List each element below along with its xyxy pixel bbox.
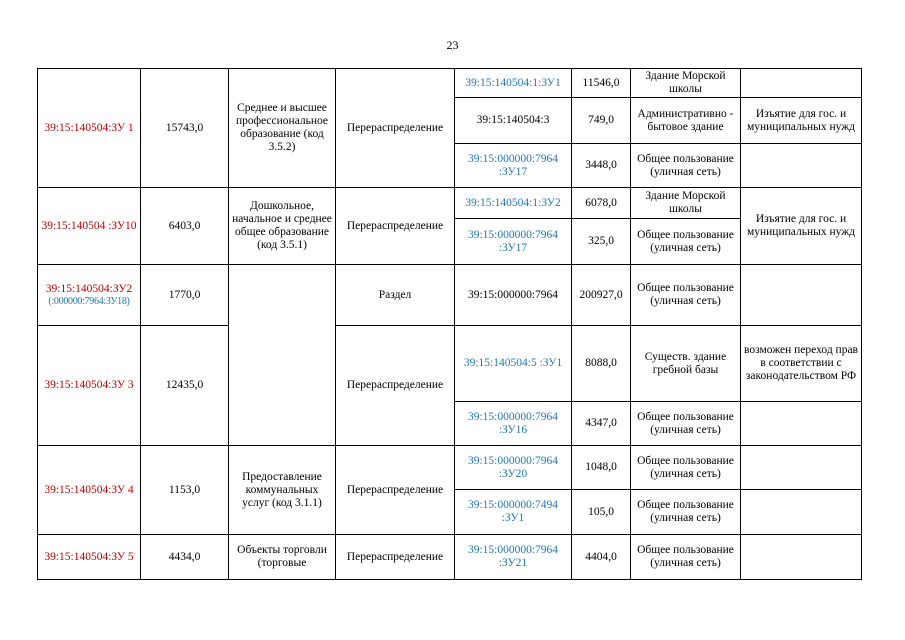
source-cadastral-number: 39:15:140504:5 :ЗУ1 [455, 326, 572, 402]
note-empty [741, 265, 862, 326]
note-empty [741, 69, 862, 98]
source-description: Общее пользование (уличная сеть) [631, 402, 741, 446]
source-area: 200927,0 [572, 265, 631, 326]
source-area: 6078,0 [572, 188, 631, 219]
source-cadastral-number: 39:15:140504:1:ЗУ1 [455, 69, 572, 98]
permitted-use [229, 265, 336, 446]
formation-method: Перераспределение [336, 188, 455, 265]
plot-id: 39:15:140504:ЗУ 5 [38, 535, 141, 580]
source-cadastral-number: 39:15:000000:7494 :ЗУ1 [455, 490, 572, 535]
note-empty [741, 144, 862, 188]
page-number: 23 [446, 38, 459, 52]
source-cadastral-number: 39:15:000000:7964 :ЗУ17 [455, 144, 572, 188]
note-empty [741, 535, 862, 580]
note-empty [741, 446, 862, 490]
plot-id-extra: (:000000:7964:ЗУ18) [48, 295, 130, 307]
plot-area: 15743,0 [141, 69, 229, 188]
formation-method: Раздел [336, 265, 455, 326]
source-cadastral-number: 39:15:000000:7964 :ЗУ20 [455, 446, 572, 490]
source-description: Здание Морской школы [631, 188, 741, 219]
plot-area: 1153,0 [141, 446, 229, 535]
table-row [38, 188, 862, 219]
source-area: 8088,0 [572, 326, 631, 402]
source-cadastral-number: 39:15:000000:7964 [455, 265, 572, 326]
source-description: Здание Морской школы [631, 69, 741, 98]
source-area: 3448,0 [572, 144, 631, 188]
source-description: Общее пользование (уличная сеть) [631, 219, 741, 265]
plot-id: 39:15:140504:ЗУ 1 [38, 69, 141, 188]
note-empty [741, 490, 862, 535]
note: Изъятие для гос. и муниципальных нужд [741, 98, 862, 144]
permitted-use: Предоставление коммунальных услуг (код 3.1.1) [229, 446, 336, 535]
source-area: 1048,0 [572, 446, 631, 490]
plot-id: 39:15:140504:ЗУ 3 [38, 326, 141, 446]
formation-method: Перераспределение [336, 326, 455, 446]
plot-area: 1770,0 [141, 265, 229, 326]
plot-id: 39:15:140504 :ЗУ10 [38, 188, 141, 265]
permitted-use: Среднее и высшее профессиональное образование (код 3.5.2) [229, 69, 336, 188]
plot-id-main: 39:15:140504:ЗУ2 [45, 282, 133, 295]
table-row [38, 326, 862, 402]
source-description: Общее пользование (уличная сеть) [631, 144, 741, 188]
plot-id: 39:15:140504:ЗУ 4 [38, 446, 141, 535]
source-area: 749,0 [572, 98, 631, 144]
formation-method: Перераспределение [336, 69, 455, 188]
source-area: 4347,0 [572, 402, 631, 446]
permitted-use: Объекты торговли (торговые [229, 535, 336, 580]
source-area: 325,0 [572, 219, 631, 265]
formation-method: Перераспределение [336, 446, 455, 535]
source-cadastral-number: 39:15:000000:7964 :ЗУ21 [455, 535, 572, 580]
source-description: Общее пользование (уличная сеть) [631, 265, 741, 326]
table-row [38, 535, 862, 580]
source-cadastral-number: 39:15:140504:3 [455, 98, 572, 144]
plot-id [38, 265, 141, 326]
source-area: 11546,0 [572, 69, 631, 98]
note: возможен переход прав в соответствии с законодательством РФ [741, 326, 862, 402]
table-row [38, 69, 862, 98]
source-description: Административно - бытовое здание [631, 98, 741, 144]
source-area: 105,0 [572, 490, 631, 535]
note: Изъятие для гос. и муниципальных нужд [741, 188, 862, 265]
source-description: Общее пользование (уличная сеть) [631, 490, 741, 535]
land-plots-table [37, 68, 862, 580]
table-row [38, 446, 862, 490]
source-description: Существ. здание гребной базы [631, 326, 741, 402]
formation-method: Перераспределение [336, 535, 455, 580]
source-description: Общее пользование (уличная сеть) [631, 535, 741, 580]
plot-area: 6403,0 [141, 188, 229, 265]
source-description: Общее пользование (уличная сеть) [631, 446, 741, 490]
table-row [38, 265, 862, 326]
plot-area: 4434,0 [141, 535, 229, 580]
plot-area: 12435,0 [141, 326, 229, 446]
source-cadastral-number: 39:15:000000:7964 :ЗУ16 [455, 402, 572, 446]
note-empty [741, 402, 862, 446]
source-cadastral-number: 39:15:140504:1:ЗУ2 [455, 188, 572, 219]
source-cadastral-number: 39:15:000000:7964 :ЗУ17 [455, 219, 572, 265]
source-area: 4404,0 [572, 535, 631, 580]
permitted-use: Дошкольное, начальное и среднее общее образование (код 3.5.1) [229, 188, 336, 265]
